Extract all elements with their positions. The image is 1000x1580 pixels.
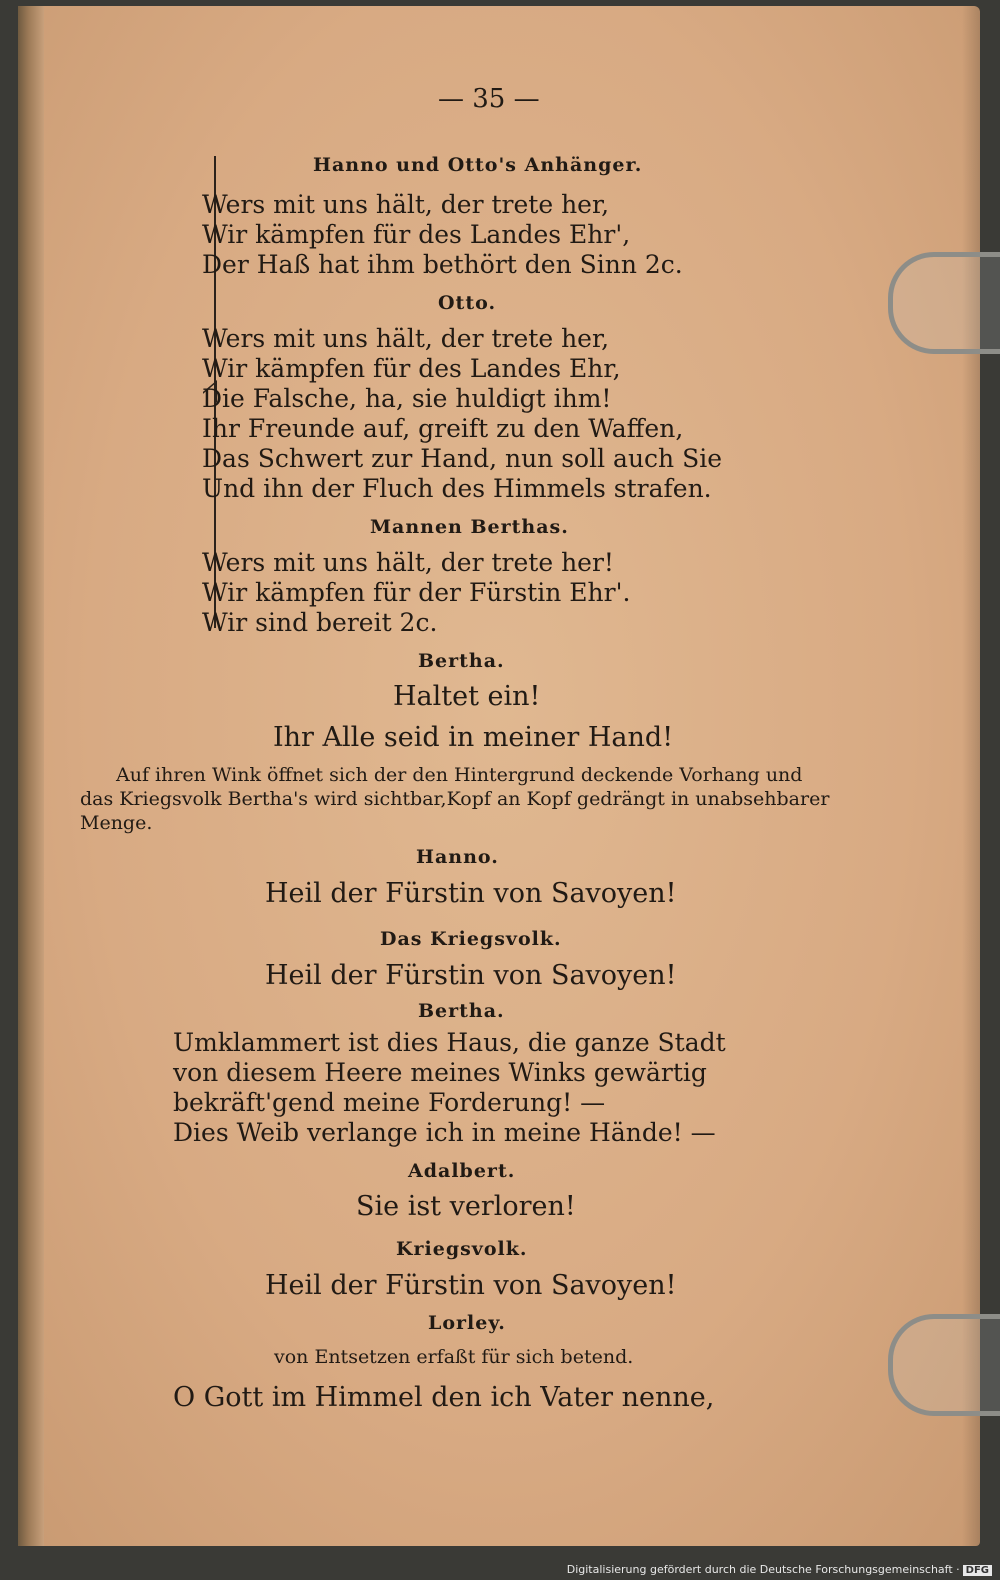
verse-line: Heil der Fürstin von Savoyen! [265,1270,677,1301]
verse-line: Haltet ein! [393,681,541,712]
speaker-hanno: Hanno. [416,846,499,868]
speaker-das-kriegsvolk: Das Kriegsvolk. [380,928,562,950]
footer-text: Digitalisierung gefördert durch die Deutsche Forschungsgemeinschaft · [566,1563,960,1576]
verse-line: Ihr Alle seid in meiner Hand! [273,722,674,753]
paper-clip-bottom [888,1314,1000,1416]
verse-line: Wir kämpfen für des Landes Ehr', [202,220,631,249]
verse-line: Das Schwert zur Hand, nun soll auch Sie [202,444,723,473]
verse-line: Heil der Fürstin von Savoyen! [265,878,677,909]
speaker-bertha: Bertha. [418,1000,505,1022]
speaker-mannen-berthas: Mannen Berthas. [370,516,569,538]
stage-direction: von Entsetzen erfaßt für sich betend. [274,1346,634,1368]
verse-line: Ihr Freunde auf, greift zu den Waffen, [202,414,684,443]
page-number: — 35 — [438,84,540,114]
book-spine [18,6,44,1546]
speaker-otto: Otto. [438,292,497,314]
paper-clip-top [888,252,1000,354]
dfg-logo: DFG [963,1565,992,1576]
speaker-bertha: Bertha. [418,650,505,672]
footer-credit [567,1563,992,1576]
verse-line: bekräft'gend meine Forderung! — [173,1088,606,1117]
verse-line: Wir kämpfen für des Landes Ehr, [202,354,621,383]
verse-line: Wers mit uns hält, der trete her, [202,190,610,219]
speaker-hanno-otto-followers: Hanno und Otto's Anhänger. [313,154,643,176]
verse-line: Heil der Fürstin von Savoyen! [265,960,677,991]
verse-line: Umklammert ist dies Haus, die ganze Stadt [173,1028,726,1057]
verse-line: Wir sind bereit 2c. [202,608,438,637]
speaker-lorley: Lorley. [428,1312,506,1334]
stage-direction-line: Auf ihren Wink öffnet sich der den Hintergrund deckende Vorhang und [116,764,803,786]
speaker-adalbert: Adalbert. [408,1160,516,1182]
verse-line: Wers mit uns hält, der trete her, [202,324,610,353]
verse-line: Der Haß hat ihm bethört den Sinn 2c. [202,250,683,279]
verse-line: Die Falsche, ha, sie huldigt ihm! [202,384,612,413]
speaker-kriegsvolk: Kriegsvolk. [396,1238,528,1260]
book-page [18,6,980,1546]
verse-line: Wir kämpfen für der Fürstin Ehr'. [202,578,631,607]
verse-line: Wers mit uns hält, der trete her! [202,548,614,577]
verse-line: Und ihn der Fluch des Himmels strafen. [202,474,712,503]
verse-line: von diesem Heere meines Winks gewärtig [173,1058,707,1087]
stage-direction-line: das Kriegsvolk Bertha's wird sichtbar,Kopf an Kopf gedrängt in unabsehbarer [80,788,830,810]
verse-line: Sie ist verloren! [356,1191,576,1222]
verse-line: O Gott im Himmel den ich Vater nenne, [173,1382,715,1413]
verse-line: Dies Weib verlange ich in meine Hände! — [173,1118,716,1147]
stage-direction-line: Menge. [80,812,153,834]
